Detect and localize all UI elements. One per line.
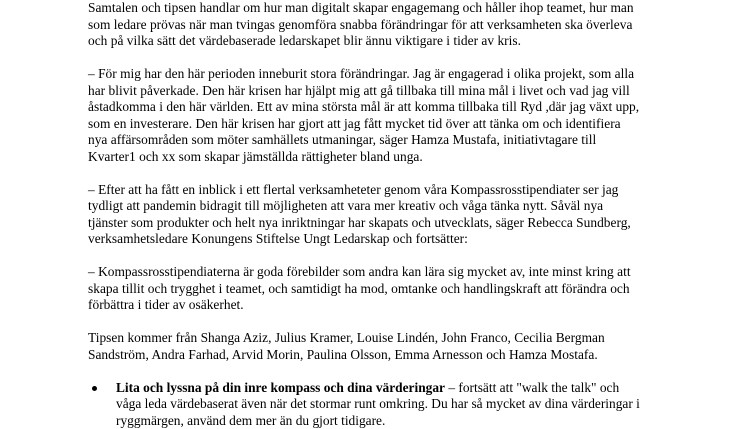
text-line: våga leda värdebaserat även när det stormar runt omkring. Du har så mycket av dina värderingar i xyxy=(116,396,698,413)
document-page xyxy=(88,0,698,429)
text-line: – Efter att ha fått en inblick i ett flertal verksamheteter genom våra Kompassrosstipendiater ser jag xyxy=(88,182,698,199)
text-line: skapa tillit och trygghet i teamet, och samtidigt ha mod, omtanke och handlingskraft att förändra och xyxy=(88,281,698,298)
text-line: – Kompassrosstipendiaterna är goda förebilder som andra kan lära sig mycket av, inte minst kring att xyxy=(88,264,698,281)
text-line xyxy=(116,380,698,397)
text-line: och på vilka sätt det värdebaserade ledarskapet blir ännu viktigare i tider av kris. xyxy=(88,33,698,50)
list-item xyxy=(88,380,698,429)
bullet-text: – fortsätt att "walk the talk" och xyxy=(445,380,619,395)
paragraph-intro xyxy=(88,0,698,50)
text-line: som ledare prövas när man tvingas genomföra snabba förändringar för att verksamheten ska överleva xyxy=(88,17,698,34)
paragraph-quote-continued xyxy=(88,264,698,314)
paragraph-quote-rebecca xyxy=(88,182,698,248)
text-line: ryggmärgen, använd dem mer än du gjort tidigare. xyxy=(116,413,698,429)
text-line: som en investerare. Den här krisen har gjort att jag fått mycket tid över att tänka om och identifiera xyxy=(88,116,698,133)
bullet-heading: Lita och lyssna på din inre kompass och dina värderingar xyxy=(116,380,445,395)
text-line: Kvarter1 och xx som skapar jämställda rättigheter bland unga. xyxy=(88,149,698,166)
text-line: nya affärsområden som möter samhällets utmaningar, säger Hamza Mustafa, initiativtagare till xyxy=(88,132,698,149)
text-line: – För mig har den här perioden inneburit stora förändringar. Jag är engagerad i olika projekt, som alla xyxy=(88,66,698,83)
paragraph-quote-hamza xyxy=(88,66,698,165)
text-line: åstadkomma i den här världen. Ett av mina största mål är att komma tillbaka till Ryd ,där jag växt upp, xyxy=(88,99,698,116)
text-line: förbättra i tider av osäkerhet. xyxy=(88,297,698,314)
text-line: Tipsen kommer från Shanga Aziz, Julius Kramer, Louise Lindén, John Franco, Cecilia Bergman xyxy=(88,330,698,347)
text-line: tjänster som produkter och helt nya inriktningar har skapats och utvecklats, säger Rebecca Sundberg, xyxy=(88,215,698,232)
text-line: verksamhetsledare Konungens Stiftelse Ungt Ledarskap och fortsätter: xyxy=(88,231,698,248)
paragraph-tips-sources xyxy=(88,330,698,363)
text-line: har blivit påverkade. Den här krisen har hjälpt mig att gå tillbaka till mina mål i livet och vad jag vill xyxy=(88,83,698,100)
tips-bullet-list xyxy=(88,380,698,429)
text-line: tydligt att pandemin bidragit till möjligheten att vara mer kreativ och våga tänka nytt. Såväl nya xyxy=(88,198,698,215)
bullet-icon xyxy=(92,386,97,391)
text-line: Sandström, Andra Farhad, Arvid Morin, Paulina Olsson, Emma Arnesson och Hamza Mostafa. xyxy=(88,347,698,364)
text-line: Samtalen och tipsen handlar om hur man digitalt skapar engagemang och håller ihop teamet, hur man xyxy=(88,0,698,17)
